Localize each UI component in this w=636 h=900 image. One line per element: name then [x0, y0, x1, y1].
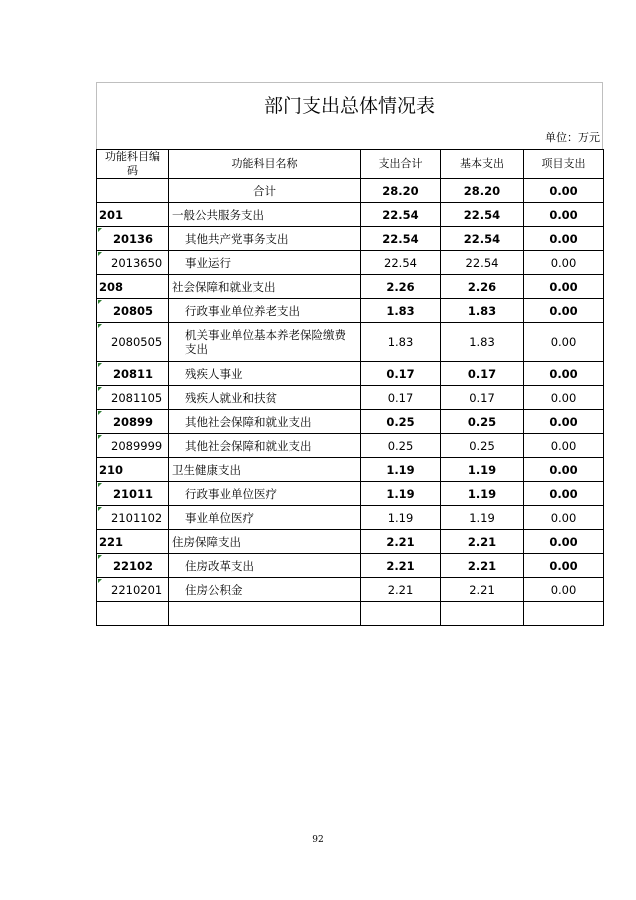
- row-project: 0.00: [524, 251, 604, 275]
- row-total: 0.25: [361, 410, 441, 434]
- unit-label: 单位：万元: [96, 125, 603, 149]
- row-total: 22.54: [361, 203, 441, 227]
- row-total: 1.19: [361, 458, 441, 482]
- row-code: 210: [97, 458, 169, 482]
- row-project: 0.00: [524, 554, 604, 578]
- row-code: 201: [97, 203, 169, 227]
- table-row: [97, 554, 604, 578]
- row-name: 事业单位医疗: [169, 506, 361, 530]
- row-code: 22102: [97, 554, 169, 578]
- total-total: 28.20: [361, 179, 441, 203]
- row-code: 2013650: [97, 251, 169, 275]
- row-project: 0.00: [524, 386, 604, 410]
- row-name: 行政事业单位养老支出: [169, 299, 361, 323]
- report-sheet: [96, 82, 603, 626]
- table-row: [97, 434, 604, 458]
- table-row: [97, 506, 604, 530]
- row-project: 0.00: [524, 434, 604, 458]
- row-project: 0.00: [524, 530, 604, 554]
- row-project: 0.00: [524, 506, 604, 530]
- row-basic: 22.54: [441, 203, 524, 227]
- row-basic: 1.19: [441, 482, 524, 506]
- row-basic: 0.17: [441, 386, 524, 410]
- row-total: 2.26: [361, 275, 441, 299]
- table-row: [97, 299, 604, 323]
- row-basic: 2.21: [441, 578, 524, 602]
- row-name: 残疾人就业和扶贫: [169, 386, 361, 410]
- row-code: 20136: [97, 227, 169, 251]
- row-basic: 2.21: [441, 554, 524, 578]
- total-project: 0.00: [524, 179, 604, 203]
- row-code: 221: [97, 530, 169, 554]
- row-total: 0.25: [361, 434, 441, 458]
- row-code: 2210201: [97, 578, 169, 602]
- table-row: [97, 275, 604, 299]
- row-name: 社会保障和就业支出: [169, 275, 361, 299]
- empty-cell: [361, 602, 441, 626]
- total-row: [97, 179, 604, 203]
- row-code: 2081105: [97, 386, 169, 410]
- row-total: 2.21: [361, 554, 441, 578]
- row-name: 卫生健康支出: [169, 458, 361, 482]
- row-code: 20899: [97, 410, 169, 434]
- row-total: 1.19: [361, 506, 441, 530]
- row-project: 0.00: [524, 299, 604, 323]
- table-row: [97, 530, 604, 554]
- row-name: 其他社会保障和就业支出: [169, 434, 361, 458]
- row-project: 0.00: [524, 578, 604, 602]
- row-total: 22.54: [361, 227, 441, 251]
- table-row: [97, 410, 604, 434]
- row-basic: 22.54: [441, 251, 524, 275]
- row-name: 机关事业单位基本养老保险缴费支出: [169, 323, 361, 362]
- row-project: 0.00: [524, 203, 604, 227]
- row-basic: 1.83: [441, 323, 524, 362]
- table-row: [97, 482, 604, 506]
- row-total: 0.17: [361, 386, 441, 410]
- table-row: [97, 323, 604, 362]
- row-basic: 2.21: [441, 530, 524, 554]
- row-project: 0.00: [524, 227, 604, 251]
- total-code-cell: [97, 179, 169, 203]
- row-name: 一般公共服务支出: [169, 203, 361, 227]
- page-number: 92: [312, 835, 324, 845]
- row-basic: 2.26: [441, 275, 524, 299]
- row-name: 行政事业单位医疗: [169, 482, 361, 506]
- table-row: [97, 386, 604, 410]
- total-label: 合计: [169, 179, 361, 203]
- row-basic: 1.19: [441, 458, 524, 482]
- table-row: [97, 458, 604, 482]
- row-name: 残疾人事业: [169, 362, 361, 386]
- row-total: 2.21: [361, 578, 441, 602]
- row-name: 住房公积金: [169, 578, 361, 602]
- row-code: 20811: [97, 362, 169, 386]
- row-basic: 1.83: [441, 299, 524, 323]
- header-name: 功能科目名称: [169, 150, 361, 179]
- row-total: 1.19: [361, 482, 441, 506]
- row-name: 住房改革支出: [169, 554, 361, 578]
- expenditure-table: [96, 149, 604, 626]
- row-code: 21011: [97, 482, 169, 506]
- row-name: 其他共产党事务支出: [169, 227, 361, 251]
- row-basic: 22.54: [441, 227, 524, 251]
- row-project: 0.00: [524, 458, 604, 482]
- row-total: 0.17: [361, 362, 441, 386]
- table-header-row: [97, 150, 604, 179]
- row-project: 0.00: [524, 323, 604, 362]
- empty-cell: [441, 602, 524, 626]
- table-row: [97, 578, 604, 602]
- row-code: 20805: [97, 299, 169, 323]
- empty-cell: [97, 602, 169, 626]
- row-project: 0.00: [524, 362, 604, 386]
- row-basic: 0.17: [441, 362, 524, 386]
- row-basic: 0.25: [441, 410, 524, 434]
- header-basic: 基本支出: [441, 150, 524, 179]
- row-code: 2101102: [97, 506, 169, 530]
- total-basic: 28.20: [441, 179, 524, 203]
- row-name: 其他社会保障和就业支出: [169, 410, 361, 434]
- row-code: 208: [97, 275, 169, 299]
- row-project: 0.00: [524, 275, 604, 299]
- header-code: 功能科目编码: [97, 150, 169, 179]
- row-total: 22.54: [361, 251, 441, 275]
- table-row: [97, 362, 604, 386]
- header-project: 项目支出: [524, 150, 604, 179]
- row-basic: 0.25: [441, 434, 524, 458]
- row-total: 2.21: [361, 530, 441, 554]
- row-name: 住房保障支出: [169, 530, 361, 554]
- table-row: [97, 251, 604, 275]
- empty-cell: [169, 602, 361, 626]
- empty-cell: [524, 602, 604, 626]
- header-total: 支出合计: [361, 150, 441, 179]
- table-row: [97, 227, 604, 251]
- row-project: 0.00: [524, 482, 604, 506]
- row-code: 2080505: [97, 323, 169, 362]
- row-name: 事业运行: [169, 251, 361, 275]
- table-row: [97, 203, 604, 227]
- row-total: 1.83: [361, 299, 441, 323]
- row-project: 0.00: [524, 410, 604, 434]
- page-title: 部门支出总体情况表: [96, 82, 603, 125]
- row-code: 2089999: [97, 434, 169, 458]
- empty-row: [97, 602, 604, 626]
- row-total: 1.83: [361, 323, 441, 362]
- row-basic: 1.19: [441, 506, 524, 530]
